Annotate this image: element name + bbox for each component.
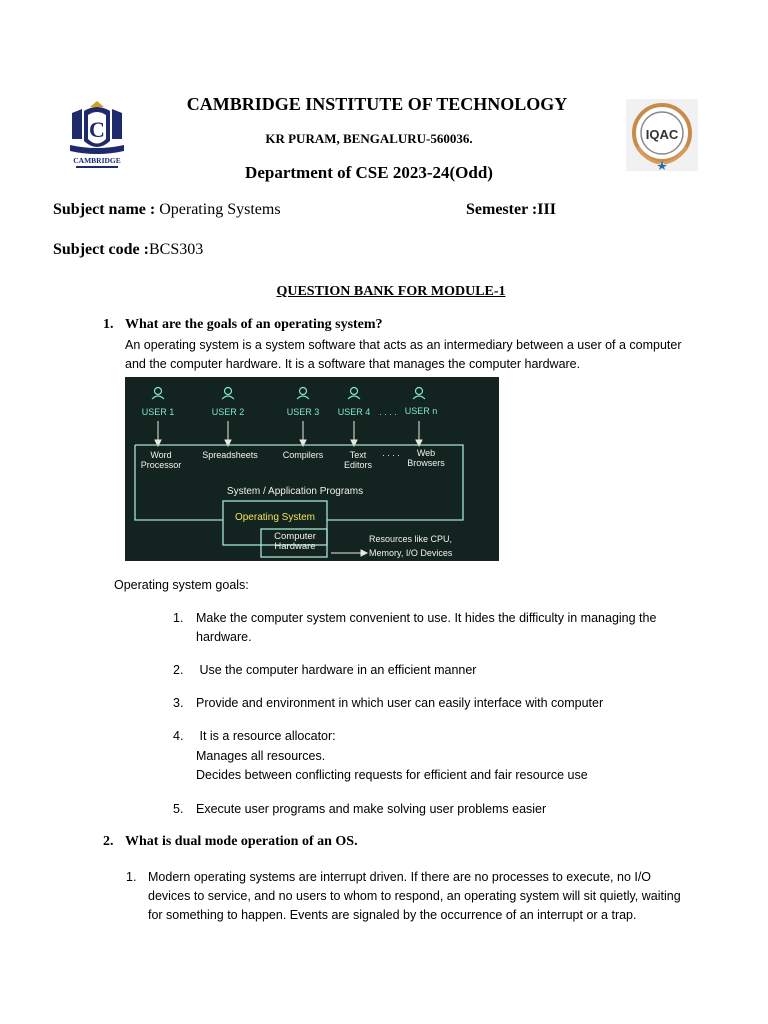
semester-value: III xyxy=(537,201,556,218)
institute-address: KR PURAM, BENGALURU-560036. xyxy=(265,131,473,146)
q2-question: What is dual mode operation of an OS. xyxy=(125,834,358,849)
goal-4-line-3: Decides between conflicting requests for efficient and fair resource use xyxy=(196,768,588,782)
q2-line-1: Modern operating systems are interrupt driven. If there are no processes to execute, no I/O xyxy=(148,870,652,884)
q1-number: 1. xyxy=(103,317,114,332)
goal-1-line-1: Make the computer system convenient to use. It hides the difficulty in managing the xyxy=(196,611,657,625)
goal-4-line-1: It is a resource allocator: xyxy=(196,729,336,743)
q2-line-3: for something to happen. Events are signaled by the occurrence of an interrupt or a trap. xyxy=(148,908,637,922)
resources-label: Resources like CPU, Memory, I/O Devices xyxy=(369,534,453,558)
user-n-label: USER n xyxy=(404,406,438,416)
institute-title: CAMBRIDGE INSTITUTE OF TECHNOLOGY xyxy=(186,94,568,114)
department-line: Department of CSE 2023-24(Odd) xyxy=(245,163,493,182)
os-structure-diagram xyxy=(125,377,499,561)
subject-name-value: Operating Systems xyxy=(155,201,281,218)
user-dots: . . . . xyxy=(379,407,397,417)
goal-4-line-2: Manages all resources. xyxy=(196,749,326,763)
q1-answer-line-1: An operating system is a system software that acts as an intermediary between a user of a computer xyxy=(125,338,682,352)
subject-code xyxy=(53,241,203,259)
app-web-browsers: Web Browsers xyxy=(407,448,445,468)
goal-3-number: 3. xyxy=(173,696,184,710)
goal-5-line-1: Execute user programs and make solving user problems easier xyxy=(196,802,547,816)
subject-code-value: BCS303 xyxy=(148,241,204,258)
logo-left-text: CAMBRIDGE xyxy=(73,156,121,165)
computer-hardware-label: Computer Hardware xyxy=(274,531,316,552)
q2-item-number: 1. xyxy=(126,870,137,884)
q1-answer-line-2: and the computer hardware. It is a software that manages the computer hardware. xyxy=(125,357,581,371)
goal-5-number: 5. xyxy=(173,802,184,816)
user-3-label: USER 3 xyxy=(286,407,320,417)
app-spreadsheets: Spreadsheets xyxy=(202,450,258,460)
logo-right-text: IQAC xyxy=(645,127,679,142)
system-programs-label: System / Application Programs xyxy=(226,486,364,497)
semester xyxy=(466,201,556,219)
app-text-editors: Text Editors xyxy=(343,450,372,470)
subject-name-label: Subject name : xyxy=(53,201,156,218)
q1-question: What are the goals of an operating system? xyxy=(125,317,383,332)
goal-1-line-2: hardware. xyxy=(196,630,252,644)
svg-text:C: C xyxy=(89,117,105,142)
subject-name xyxy=(53,201,281,219)
goal-4-number: 4. xyxy=(173,729,184,743)
goals-heading: Operating system goals: xyxy=(114,578,249,592)
q2-number: 2. xyxy=(103,834,114,849)
app-dots: . . . . xyxy=(382,448,400,458)
subject-code-label: Subject code : xyxy=(53,241,149,258)
goal-3-line-1: Provide and environment in which user can easily interface with computer xyxy=(196,696,604,710)
user-2-label: USER 2 xyxy=(211,407,245,417)
question-bank-title: QUESTION BANK FOR MODULE-1 xyxy=(276,284,506,299)
user-4-label: USER 4 xyxy=(337,407,371,417)
goal-2-number: 2. xyxy=(173,663,184,677)
app-compilers: Compilers xyxy=(282,450,324,460)
q2-line-2: devices to service, and no users to whom to respond, an operating system will sit quietly, waiting xyxy=(148,889,681,903)
goal-2-line-1: Use the computer hardware in an efficient manner xyxy=(196,663,477,677)
goal-1-number: 1. xyxy=(173,611,184,625)
user-1-label: USER 1 xyxy=(141,407,175,417)
semester-label: Semester : xyxy=(466,201,538,218)
operating-system-label: Operating System xyxy=(234,512,316,523)
app-word-processor: Word Processor xyxy=(140,450,182,470)
